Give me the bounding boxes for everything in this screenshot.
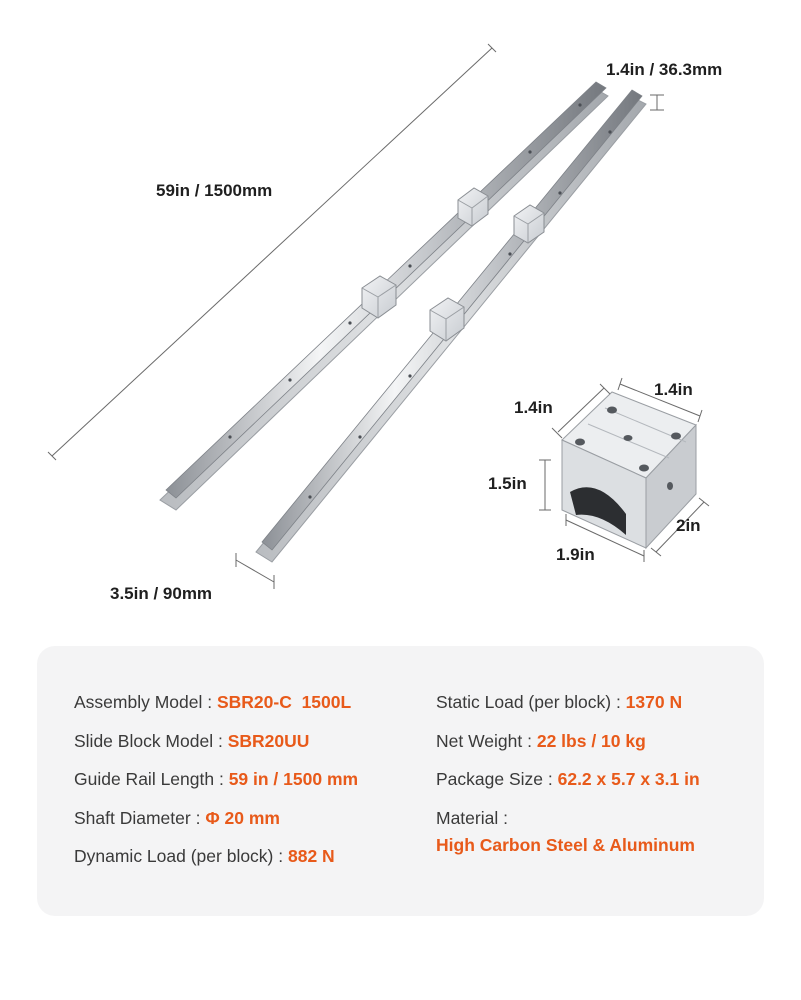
spec-value: 1370 N — [625, 692, 683, 712]
spec-value: High Carbon Steel & Aluminum — [436, 834, 695, 855]
spec-net-weight — [436, 729, 700, 768]
spec-label: Package Size : — [436, 769, 558, 789]
spec-material — [436, 806, 700, 857]
spec-label: Dynamic Load (per block) : — [74, 846, 288, 866]
spec-slide-block-model — [74, 729, 358, 768]
rail-length-label: 59in / 1500mm — [156, 181, 273, 200]
slide-block-4 — [430, 298, 464, 341]
spec-value: Φ 20 mm — [205, 807, 280, 828]
spec-label: Assembly Model : — [74, 692, 217, 712]
block-top-depth-label: 1.4in — [654, 380, 693, 399]
spec-label: Slide Block Model : — [74, 730, 228, 751]
spec-value: 22 lbs / 10 kg — [536, 730, 646, 751]
slide-block-2 — [362, 276, 396, 318]
spec-label: Net Weight : — [436, 730, 537, 751]
spec-static-load — [436, 690, 700, 729]
spec-value: SBR20-C 1500L — [216, 692, 352, 712]
block-side-length-label: 2in — [676, 516, 701, 535]
spec-value: SBR20UU — [227, 730, 310, 751]
rail-height-dimension — [650, 95, 664, 110]
block-top-width-label: 1.4in — [514, 398, 553, 417]
spec-label: Shaft Diameter : — [74, 807, 206, 828]
spec-dynamic-load — [74, 844, 358, 883]
spec-assembly-model — [74, 690, 358, 729]
rail-spacing-label: 3.5in / 90mm — [110, 584, 213, 603]
specs-right-column — [436, 690, 700, 857]
slide-block-3 — [514, 205, 544, 243]
spec-value: 882 N — [287, 846, 335, 866]
spec-package-size — [436, 767, 700, 806]
spec-value: 59 in / 1500 mm — [228, 769, 359, 789]
spec-shaft-diameter — [74, 806, 358, 845]
block-height-label: 1.5in — [488, 474, 527, 493]
spec-label: Static Load (per block) : — [436, 692, 626, 712]
spec-label: Material : — [436, 807, 508, 828]
block-bottom-width-label: 1.9in — [556, 545, 595, 564]
spec-value: 62.2 x 5.7 x 3.1 in — [557, 769, 700, 789]
spec-label: Guide Rail Length : — [74, 769, 229, 789]
slide-block-1 — [458, 188, 488, 226]
specifications-card — [37, 646, 764, 916]
specs-left-column — [74, 690, 358, 883]
rail-height-label: 1.4in / 36.3mm — [606, 60, 723, 79]
spec-guide-rail-length — [74, 767, 358, 806]
